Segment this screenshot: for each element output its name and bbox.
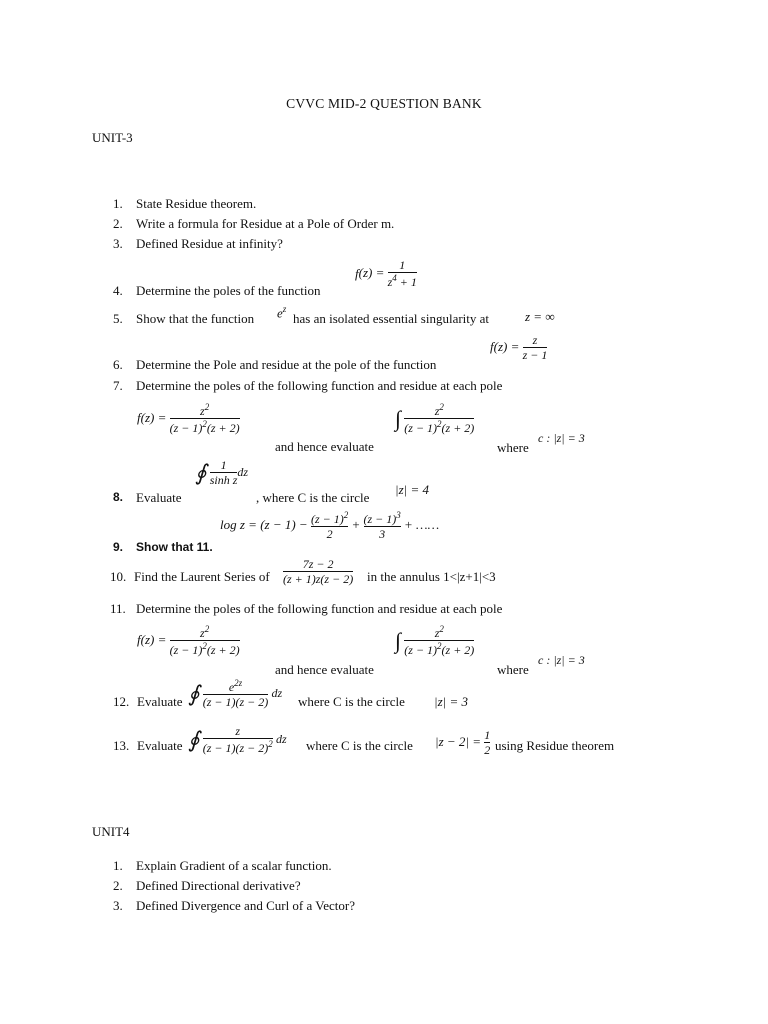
q13-text-b: where C is the circle [306,738,413,753]
q5-text-a: Show that the function [136,311,255,326]
u4-q1-number: 1. [113,858,123,873]
q11-hence: and hence evaluate [275,662,374,677]
q3-number: 3. [113,236,123,251]
q8-integral: ∮ $\frac{1}{\text{sinh z}}$ dz [195,458,249,488]
q13-number: 13. [113,738,130,753]
q13-integral: ∮ $\frac{z}{(z - 1)(z - 2)^2}$ dz [188,724,287,756]
q6-formula: f(z) = $\frac{z}{z - 1}$ [490,333,548,363]
u4-q3-text: Defined Divergence and Curl of a Vector? [136,898,355,913]
q10-text-b: in the annulus 1<|z+1|<3 [367,569,496,584]
q1-number: 1. [113,196,123,211]
q5-formula-inf: z = ∞ [525,309,555,324]
q4-number: 4. [113,283,123,298]
q12-integral: ∮ $\frac{e^{2z}}{(z - 1)(z - 2)}$ dz [188,678,283,710]
u4-q2-number: 2. [113,878,123,893]
q2-text: Write a formula for Residue at a Pole of Order m. [136,216,395,231]
page-title: CVVC MID-2 QUESTION BANK [286,96,482,111]
q8-text-a: Evaluate [136,490,182,505]
q7-integral: ∫ $\frac{z^2}{(z - 1)^2(z + 2)}$ [395,402,475,436]
q10-text-a: Find the Laurent Series of [134,569,270,584]
q8-number: 8. [113,490,124,504]
q7-hence: and hence evaluate [275,439,374,454]
q8-contour: |z| = 4 [395,482,429,497]
unit4-heading: UNIT4 [92,824,130,839]
q4-text: Determine the poles of the function [136,283,321,298]
q5-text-b: has an isolated essential singularity at [293,311,490,326]
q12-number: 12. [113,694,130,709]
q12-contour: |z| = 3 [434,694,468,709]
u4-q2-text: Defined Directional derivative? [136,878,301,893]
q9-number: 9. [113,540,124,554]
q3-text: Defined Residue at infinity? [136,236,283,251]
u4-q3-number: 3. [113,898,123,913]
q12-text-a: Evaluate [137,694,183,709]
q9-formula: log z = (z − 1) − $\frac{(z - 1)^2}{2}$ + $\frac{(z - 1)^3}{3}$ + …… [220,510,440,542]
q12-text-b: where C is the circle [298,694,405,709]
q7-number: 7. [113,378,123,393]
q11-text: Determine the poles of the following function and residue at each pole [136,601,503,616]
q5-number: 5. [113,311,123,326]
q1-text: State Residue theorem. [136,196,257,211]
q7-text: Determine the poles of the following function and residue at each pole [136,378,503,393]
q11-where: where [497,662,529,677]
q11-function: f(z) = $\frac{z^2}{(z - 1)^2(z + 2)}$ [137,624,240,658]
q13-text-a: Evaluate [137,738,183,753]
q9-text: Show that 11. [136,540,213,554]
q6-number: 6. [113,357,123,372]
q6-text: Determine the Pole and residue at the pole of the function [136,357,437,372]
q5-formula-exp: $e^z$ [277,304,287,321]
q8-text-b: , where C is the circle [256,490,370,505]
q7-where: where [497,440,529,455]
q2-number: 2. [113,216,123,231]
q10-number: 10. [110,569,127,584]
q7-contour: c : |z| = 3 [538,431,585,445]
q11-integral: ∫ $\frac{z^2}{(z - 1)^2(z + 2)}$ [395,624,475,658]
u4-q1-text: Explain Gradient of a scalar function. [136,858,332,873]
q4-formula: f(z) = $\frac{1}{z^4 + 1}$ [355,258,417,290]
q13-contour: |z − 2| = $\frac{1}{2}$ [435,728,491,758]
unit3-heading: UNIT-3 [92,130,133,145]
q11-contour: c : |z| = 3 [538,653,585,667]
q7-function: f(z) = $\frac{z^2}{(z - 1)^2(z + 2)}$ [137,402,240,436]
q13-text-c: using Residue theorem [495,738,615,753]
q10-formula: $\frac{7z - 2}{(z + 1)z(z - 2)}$ [283,557,354,587]
q11-number: 11. [110,601,126,616]
